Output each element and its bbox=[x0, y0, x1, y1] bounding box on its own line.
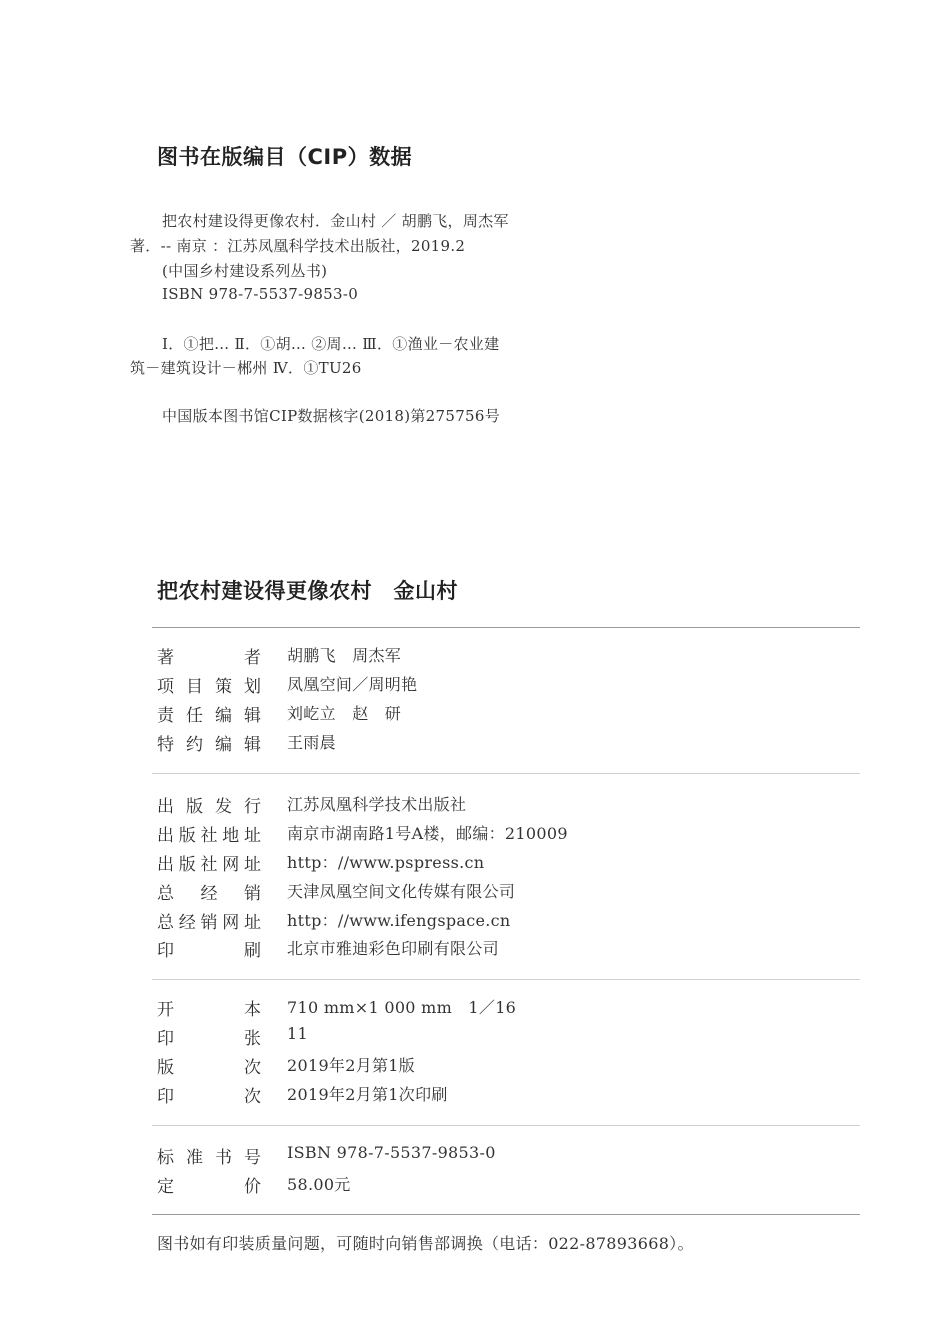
publisher-label: 总经销网址 bbox=[157, 913, 261, 933]
cip-line: (中国乡村建设系列丛书) bbox=[162, 262, 328, 280]
credit-label: 特约编辑 bbox=[157, 735, 261, 755]
credit-row bbox=[157, 672, 857, 696]
cip-record-number: 中国版本图书馆CIP数据核字(2018)第275756号 bbox=[162, 407, 501, 425]
spec-row bbox=[157, 995, 857, 1019]
publisher-value: 北京市雅迪彩色印刷有限公司 bbox=[287, 939, 499, 958]
publisher-row bbox=[157, 821, 857, 845]
publisher-value: 南京市湖南路1号A楼，邮编：210009 bbox=[287, 824, 568, 843]
credit-label: 项目策划 bbox=[157, 677, 261, 697]
spec-value: 2019年2月第1次印刷 bbox=[287, 1085, 448, 1104]
spec-label: 印次 bbox=[157, 1087, 261, 1107]
spec-row bbox=[157, 1082, 857, 1106]
credit-label: 责任编辑 bbox=[157, 706, 261, 726]
spec-label: 印张 bbox=[157, 1029, 261, 1049]
spec-row bbox=[157, 1024, 857, 1048]
publisher-value: 天津凤凰空间文化传媒有限公司 bbox=[287, 882, 516, 901]
credit-label: 著者 bbox=[157, 648, 261, 668]
publisher-row bbox=[157, 850, 857, 874]
publisher-row bbox=[157, 936, 857, 960]
spec-value: 11 bbox=[287, 1024, 308, 1043]
credit-value: 凤凰空间／周明艳 bbox=[287, 675, 418, 694]
publisher-label: 总经销 bbox=[157, 884, 261, 904]
pricing-label: 定价 bbox=[157, 1177, 261, 1197]
distributor-url: http：//www.ifengspace.cn bbox=[287, 911, 511, 930]
section-divider bbox=[152, 1125, 860, 1126]
spec-label: 版次 bbox=[157, 1058, 261, 1078]
spec-value: 710 mm×1 000 mm 1／16 bbox=[287, 998, 517, 1017]
publisher-label: 出版社网址 bbox=[157, 855, 261, 875]
credit-value: 胡鹏飞 周杰军 bbox=[287, 646, 402, 665]
publisher-url: http：//www.pspress.cn bbox=[287, 853, 485, 872]
cip-line: ISBN 978-7-5537-9853-0 bbox=[162, 285, 359, 303]
publisher-label: 印刷 bbox=[157, 941, 261, 961]
isbn-value: ISBN 978-7-5537-9853-0 bbox=[287, 1143, 496, 1162]
footer-divider bbox=[152, 1214, 860, 1215]
title-divider bbox=[152, 627, 860, 628]
pricing-row bbox=[157, 1143, 857, 1167]
pricing-row bbox=[157, 1172, 857, 1196]
footer-note: 图书如有印装质量问题，可随时向销售部调换（电话：022-87893668）。 bbox=[157, 1234, 694, 1253]
credit-value: 王雨晨 bbox=[287, 733, 336, 752]
cip-line: 筑－建筑设计－郴州 Ⅳ．①TU26 bbox=[130, 359, 362, 377]
spec-row bbox=[157, 1053, 857, 1077]
cip-line: 著．-- 南京 ：江苏凤凰科学技术出版社，2019.2 bbox=[130, 237, 466, 255]
cip-line: 把农村建设得更像农村．金山村 ／ 胡鹏飞，周杰军 bbox=[162, 212, 509, 230]
cip-line: Ⅰ．①把… Ⅱ．①胡… ②周… Ⅲ．①渔业－农业建 bbox=[162, 335, 500, 353]
pricing-label: 标准书号 bbox=[157, 1148, 261, 1168]
section-divider bbox=[152, 773, 860, 774]
publisher-row bbox=[157, 792, 857, 816]
credit-row bbox=[157, 730, 857, 754]
publisher-row bbox=[157, 879, 857, 903]
credit-row bbox=[157, 701, 857, 725]
credit-row bbox=[157, 643, 857, 667]
section-divider bbox=[152, 979, 860, 980]
publisher-label: 出版社地址 bbox=[157, 826, 261, 846]
publisher-value: 江苏凤凰科学技术出版社 bbox=[287, 795, 467, 814]
price-value: 58.00元 bbox=[287, 1175, 351, 1194]
publisher-row bbox=[157, 908, 857, 932]
cip-heading: 图书在版编目（CIP）数据 bbox=[157, 145, 413, 169]
spec-label: 开本 bbox=[157, 1000, 261, 1020]
spec-value: 2019年2月第1版 bbox=[287, 1056, 416, 1075]
book-title: 把农村建设得更像农村 金山村 bbox=[157, 579, 458, 603]
credit-value: 刘屹立 赵 研 bbox=[287, 704, 402, 723]
publisher-label: 出版发行 bbox=[157, 797, 261, 817]
